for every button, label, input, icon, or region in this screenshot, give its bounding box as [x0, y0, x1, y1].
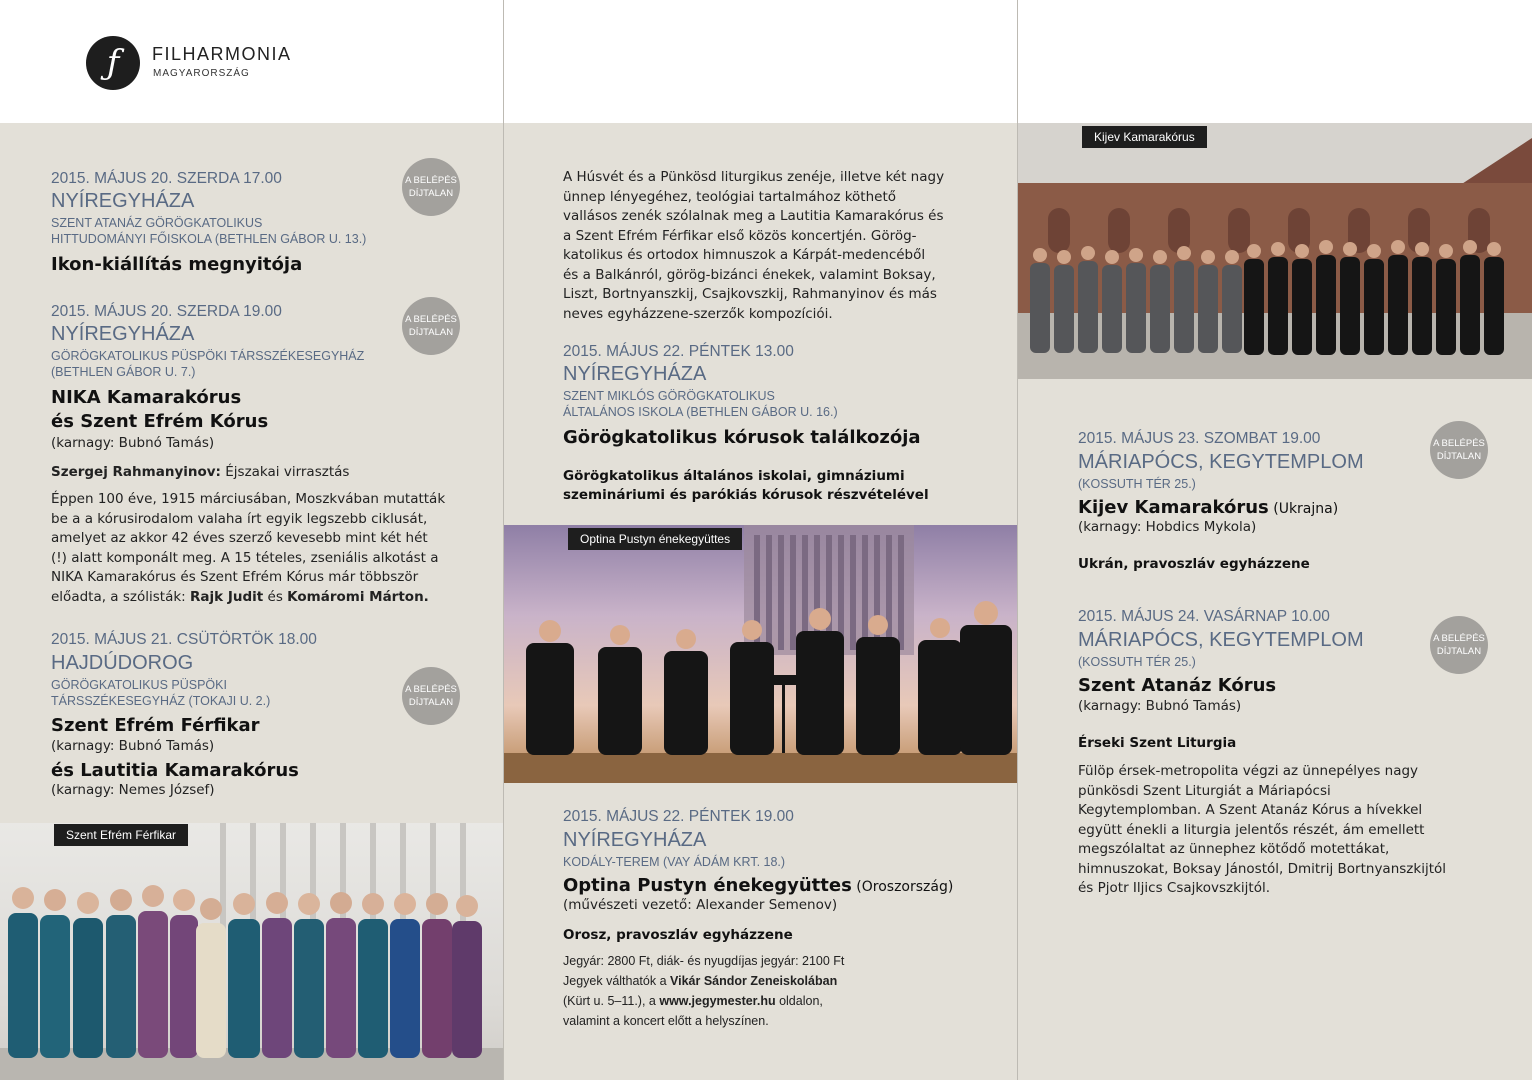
event-city: NYÍREGYHÁZA	[563, 363, 707, 385]
event-performer: NIKA Kamarakórus	[51, 387, 242, 408]
ensemble-photo-image	[504, 525, 1017, 783]
event-conductor: (karnagy: Bubnó Tamás)	[51, 435, 215, 451]
event-performer: és Lautitia Kamarakórus	[51, 760, 299, 781]
event-date: 2015. MÁJUS 20. SZERDA 17.00	[51, 170, 282, 187]
panel-middle	[504, 0, 1017, 1080]
church-choir-photo	[1018, 123, 1532, 379]
event-date: 2015. MÁJUS 24. VASÁRNAP 10.00	[1078, 608, 1330, 625]
event-date: 2015. MÁJUS 21. CSÜTÖRTÖK 18.00	[51, 631, 317, 648]
event-performer: és Szent Efrém Kórus	[51, 411, 269, 432]
logo-name: FILHARMONIA	[152, 44, 292, 64]
event-title: Ikon-kiállítás megnyitója	[51, 254, 303, 275]
photo-caption: Optina Pustyn énekegyüttes	[568, 528, 742, 550]
event-city: HAJDÚDOROG	[51, 652, 194, 674]
free-entry-badge: A BELÉPÉS DÍJTALAN	[402, 158, 460, 216]
photo-caption: Szent Efrém Férfikar	[54, 824, 188, 846]
event-conductor: (karnagy: Bubnó Tamás)	[51, 738, 215, 754]
event-city: NYÍREGYHÁZA	[563, 829, 707, 851]
header-area	[1018, 0, 1532, 123]
event-title: Görögkatolikus kórusok találkozója	[563, 427, 921, 448]
event-date: 2015. MÁJUS 20. SZERDA 19.00	[51, 303, 282, 320]
church-choir-photo-image	[1018, 123, 1532, 379]
free-entry-badge: A BELÉPÉS DÍJTALAN	[1430, 616, 1488, 674]
event-venue: GÖRÖGKATOLIKUS PÜSPÖKI TÁRSSZÉKESEGYHÁZ (TOKAJI U. 2.)	[51, 678, 271, 708]
event-performer: Kijev Kamarakórus (Ukrajna)	[1078, 497, 1339, 518]
event-city: NYÍREGYHÁZA	[51, 323, 195, 345]
event-genre: Orosz, pravoszláv egyházzene	[563, 927, 793, 943]
event-performer: Szent Efrém Férfikar	[51, 715, 260, 736]
event-director: (művészeti vezető: Alexander Semenov)	[563, 897, 838, 913]
event-city: MÁRIAPÓCS, KEGYTEMPLOM	[1078, 451, 1364, 473]
event-date: 2015. MÁJUS 22. PÉNTEK 13.00	[563, 343, 794, 360]
event-subtitle: Görögkatolikus általános iskolai, gimnáziumi szemináriumi és parókiás kórusok részvételével	[563, 468, 929, 503]
logo-country: MAGYARORSZÁG	[153, 68, 250, 79]
ticket-info: Jegyár: 2800 Ft, diák- és nyugdíjas jegyár: 2100 Ft Jegyek válthatók a Vikár Sándor Zeneiskolában (Kürt u. 5–11.), a www.jegymester.hu oldalon, valamint a koncert előtt a helyszínen.	[563, 954, 845, 1028]
event-city: MÁRIAPÓCS, KEGYTEMPLOM	[1078, 629, 1364, 651]
event-venue: SZENT ATANÁZ GÖRÖGKATOLIKUS HITTUDOMÁNYI FŐISKOLA (BETHLEN GÁBOR U. 13.)	[51, 216, 367, 246]
event-date: 2015. MÁJUS 22. PÉNTEK 19.00	[563, 808, 794, 825]
event-work: Szergej Rahmanyinov: Éjszakai virrasztás	[51, 464, 350, 480]
event-genre: Ukrán, pravoszláv egyházzene	[1078, 556, 1310, 572]
event-description: Éppen 100 éve, 1915 márciusában, Moszkvában mutatták be a a kórusirodalom valaha írt egyik legszebb ciklusát, amelyet az akkor 42 éves szerző kevesebb mint két hét (!) alatt komponált meg. A 15 tételes, zseniális alkotást a NIKA Kamarakórus és Szent Efrém Kórus már többször előadta, a szólisták: Rajk Judit és Komáromi Márton.	[51, 491, 446, 605]
event-conductor: (karnagy: Hobdics Mykola)	[1078, 519, 1257, 535]
ensemble-photo	[504, 525, 1017, 783]
filharmonia-logo-icon: ƒ	[86, 36, 140, 90]
choir-photo	[0, 823, 503, 1080]
event-venue: KODÁLY-TEREM (VAY ÁDÁM KRT. 18.)	[563, 855, 786, 869]
event-performer: Szent Atanáz Kórus	[1078, 675, 1277, 696]
event-city: NYÍREGYHÁZA	[51, 190, 195, 212]
event-venue: GÖRÖGKATOLIKUS PÜSPÖKI TÁRSSZÉKESEGYHÁZ (BETHLEN GÁBOR U. 7.)	[51, 349, 365, 379]
free-entry-badge: A BELÉPÉS DÍJTALAN	[402, 297, 460, 355]
event-performer: Optina Pustyn énekegyüttes (Oroszország)	[563, 875, 954, 896]
intro-text: A Húsvét és a Pünkösd liturgikus zenéje, illetve két nagy ünnep lényegéhez, teológiai tartalmához köthető vallásos zenék szólalnak meg a Lautitia Kamarakórus és a Szent Efrém Férfikar első közös koncertjén. Görög- katolikus és ortodox himnuszok a Kárpát-medencéből és a Balkánról, görög-bizánci énekek, valamint Boksay, Liszt, Bortnyanszkij, Csajkovszkij, Rahmanyinov és más neves egyházzene-szerzők kompozíciói.	[563, 169, 945, 322]
event-venue: (KOSSUTH TÉR 25.)	[1078, 655, 1196, 669]
free-entry-badge: A BELÉPÉS DÍJTALAN	[1430, 421, 1488, 479]
header-area	[504, 0, 1017, 123]
free-entry-badge: A BELÉPÉS DÍJTALAN	[402, 667, 460, 725]
event-venue: (KOSSUTH TÉR 25.)	[1078, 477, 1196, 491]
event-description: Fülöp érsek-metropolita végzi az ünnepélyes nagy pünkösdi Szent Liturgiát a Máriapócsi Kegytemplomban. A Szent Atanáz Kórus a hívekkel együtt énekli a liturgia jelentős részét, ám emellett megszólaltat az ünnephez kötődő motettákat, himnuszokat, Boksay Jánostól, Dmitrij Bortnyanszkijtól és Pjotr Iljics Csajkovszkijtól.	[1078, 763, 1447, 896]
event-work: Érseki Szent Liturgia	[1078, 735, 1237, 751]
panel-right	[1018, 0, 1532, 1080]
event-conductor: (karnagy: Bubnó Tamás)	[1078, 698, 1242, 714]
event-venue: SZENT MIKLÓS GÖRÖGKATOLIKUS ÁLTALÁNOS ISKOLA (BETHLEN GÁBOR U. 16.)	[563, 389, 838, 419]
event-date: 2015. MÁJUS 23. SZOMBAT 19.00	[1078, 430, 1321, 447]
event-conductor: (karnagy: Nemes József)	[51, 782, 215, 798]
photo-caption: Kijev Kamarakórus	[1082, 126, 1207, 148]
choir-photo-image	[0, 823, 503, 1080]
panel-left	[0, 0, 503, 1080]
